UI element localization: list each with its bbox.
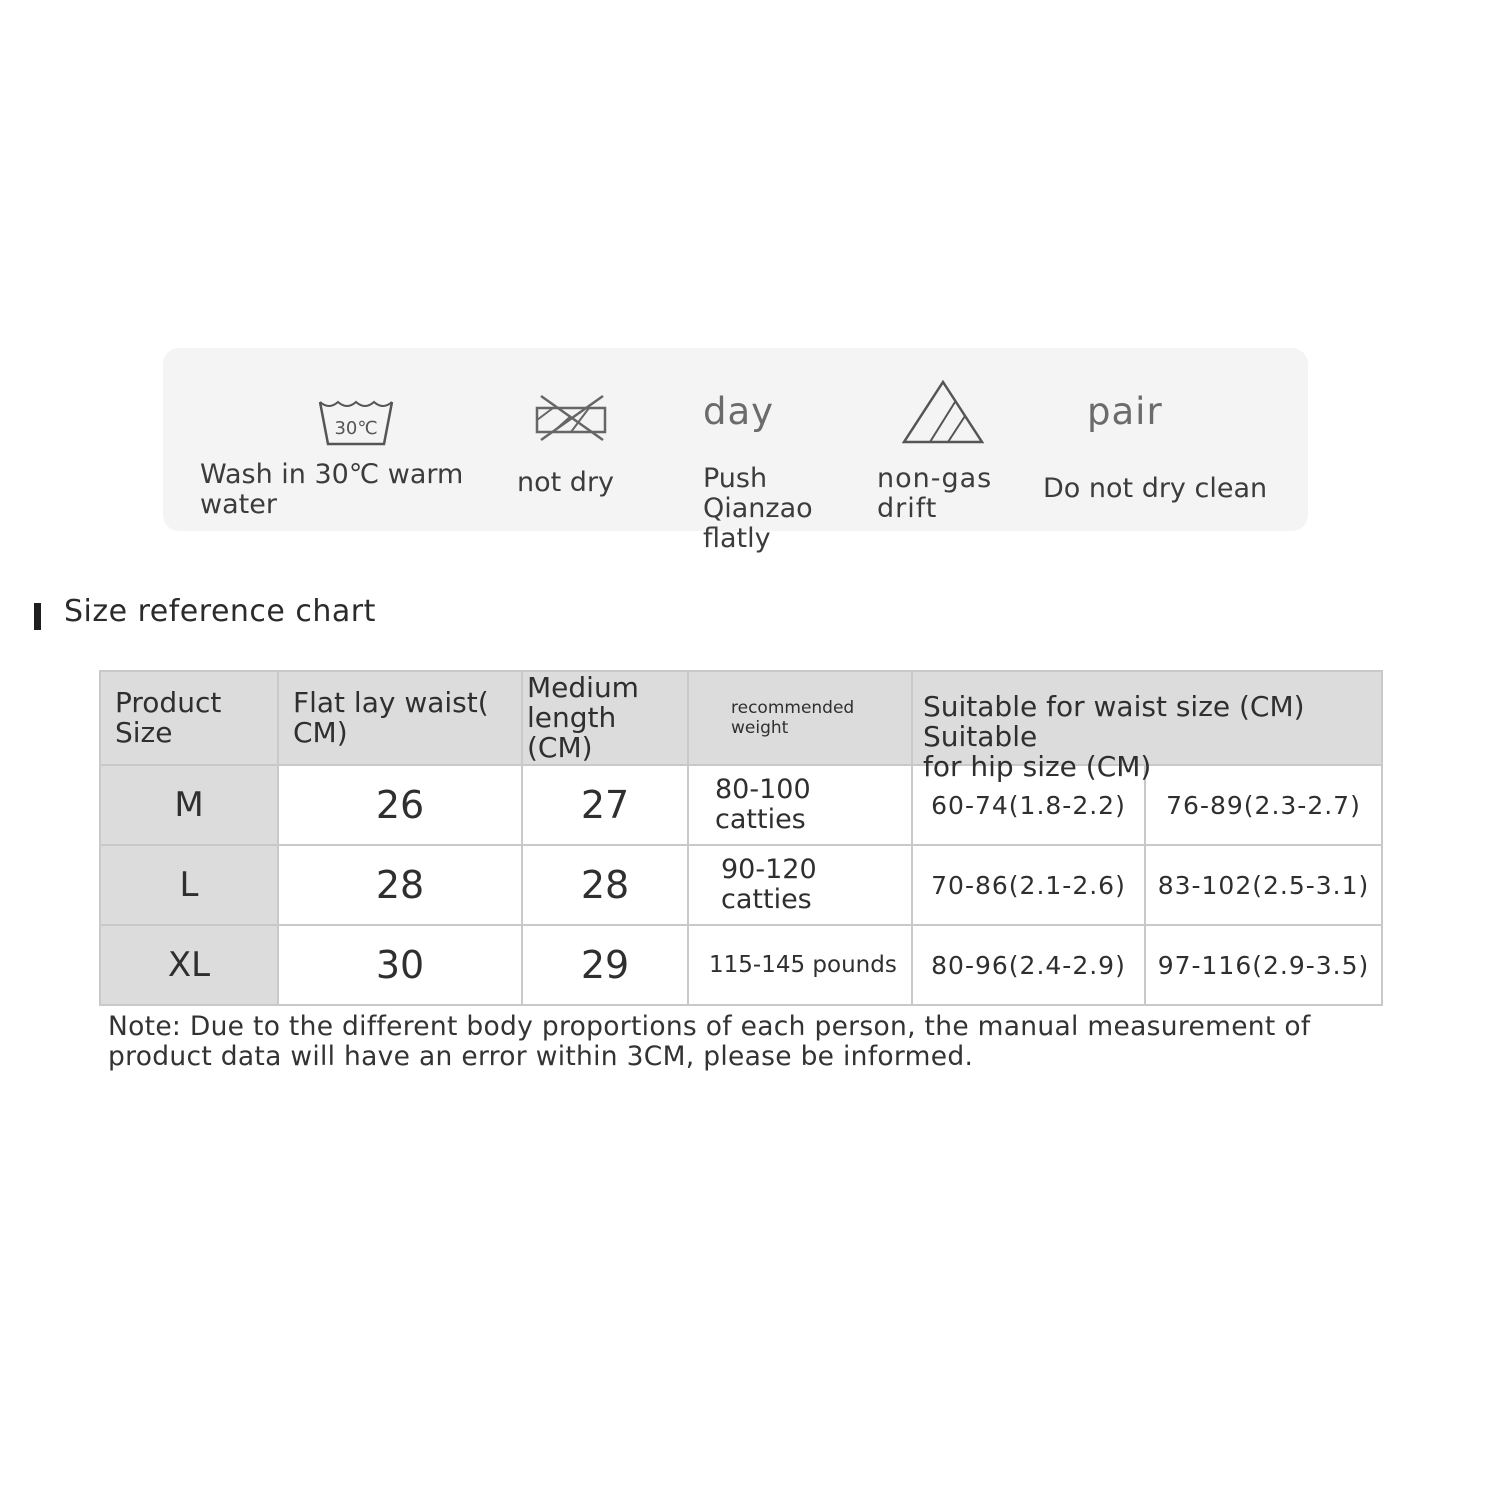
care-label-dry-clean: Do not dry clean [1043,473,1268,504]
header-suitable-sizes: Suitable for waist size (CM) Suitable for hip size (CM) [912,671,1382,765]
cell-size: M [100,765,278,845]
care-label-not-dry: not dry [517,467,615,498]
table-row [100,845,1382,925]
table-header-row [100,671,1382,765]
cell-hip-fit: 76-89(2.3-2.7) [1145,765,1382,845]
cell-length: 28 [522,845,688,925]
cell-weight: 80-100 catties [688,765,912,845]
header-recommended-weight: recommended weight [688,671,912,765]
header-medium-length: Medium length (CM) [522,671,688,765]
cell-length: 29 [522,925,688,1005]
size-table [99,670,1383,1006]
cell-hip-fit: 83-102(2.5-3.1) [1145,845,1382,925]
measurement-note: Note: Due to the different body proportions of each person, the manual measurement of product data will have an error within 3CM, please be informed. [108,1011,1311,1072]
cell-length: 27 [522,765,688,845]
care-word-pair: pair [1087,390,1163,433]
care-instructions-panel [163,348,1308,554]
cell-size: XL [100,925,278,1005]
header-flat-lay-waist: Flat lay waist( CM) [278,671,522,765]
section-title: Size reference chart [64,594,376,629]
cell-waist-fit: 60-74(1.8-2.2) [912,765,1145,845]
wash-30-icon [318,398,394,448]
non-chlorine-bleach-icon [900,378,986,446]
care-label-bleach: non-gas drift [877,463,993,524]
table-row [100,925,1382,1005]
do-not-tumble-dry-icon [533,392,609,444]
cell-waist-fit: 80-96(2.4-2.9) [912,925,1145,1005]
care-label-flat: Push Qianzao flatly [703,463,813,554]
cell-weight: 115-145 pounds [688,925,912,1005]
cell-size: L [100,845,278,925]
cell-weight: 90-120 catties [688,845,912,925]
cell-waist: 28 [278,845,522,925]
header-product-size: Product Size [100,671,278,765]
cell-waist-fit: 70-86(2.1-2.6) [912,845,1145,925]
cell-waist: 30 [278,925,522,1005]
care-word-day: day [703,390,775,433]
cell-hip-fit: 97-116(2.9-3.5) [1145,925,1382,1005]
care-label-wash: Wash in 30℃ warm water [200,459,464,520]
cell-waist: 26 [278,765,522,845]
wash-30-icon-text: 30℃ [334,418,378,439]
section-marker [34,603,41,630]
